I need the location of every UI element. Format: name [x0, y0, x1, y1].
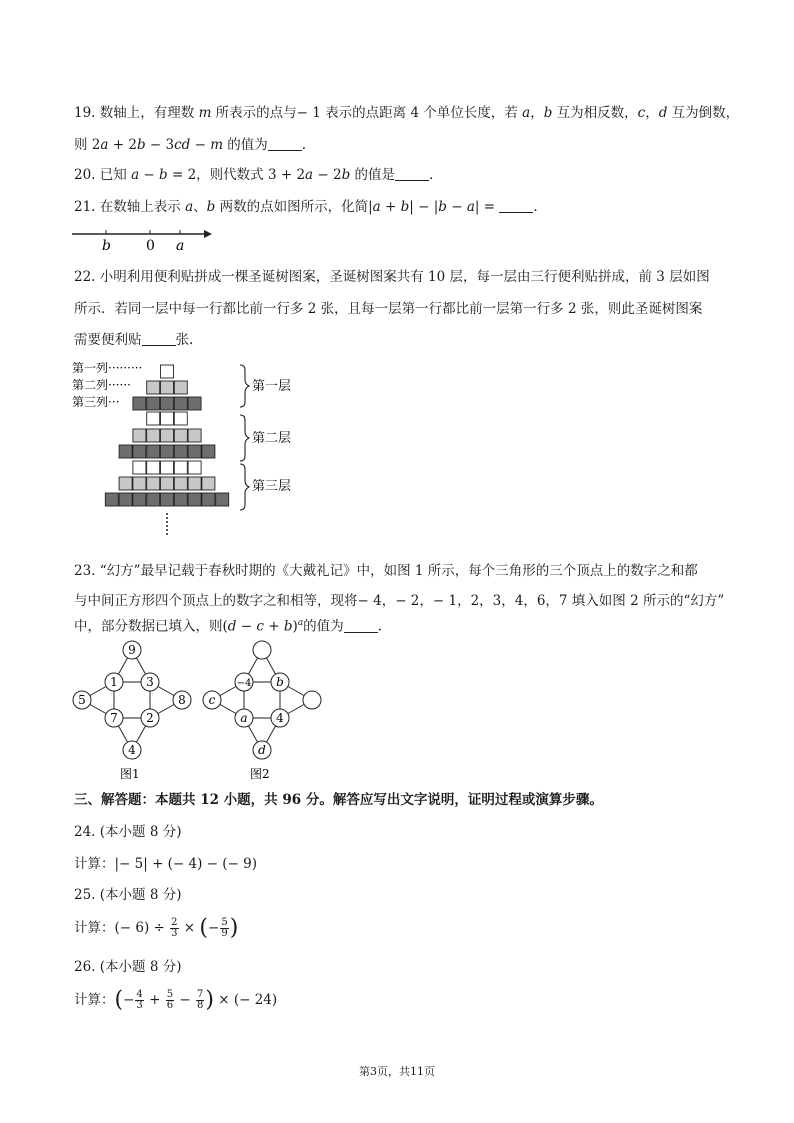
sticky-note-cell — [174, 477, 187, 490]
sticky-note-cell — [105, 493, 118, 506]
sticky-note-cell — [188, 429, 201, 442]
label-a: a — [176, 238, 185, 254]
fig1-node-br: 2 — [146, 711, 154, 725]
row-label-2: 第二列······ — [72, 378, 131, 392]
answer-blank — [142, 333, 176, 346]
q23-line2: 与中间正方形四个顶点上的数字之和相等，现将− 4，− 2，− 1，2，3，4，6，7 填入如图 2 所示的“幻方” — [74, 593, 725, 609]
answer-blank — [395, 168, 429, 181]
arrow-right-icon — [204, 230, 212, 238]
sticky-note-cell — [174, 429, 187, 442]
sticky-note-cell — [119, 493, 132, 506]
answer-blank — [344, 620, 378, 633]
q22-line3: 需要便利贴 张. — [74, 332, 194, 348]
fig2-caption: 图2 — [250, 767, 270, 781]
label-b: b — [102, 238, 111, 254]
sticky-note-cell — [133, 461, 146, 474]
sticky-note-cell — [174, 461, 187, 474]
sticky-note-cell — [161, 397, 174, 410]
sticky-note-cell — [133, 493, 146, 506]
page-footer: 第3页，共11页 — [359, 1065, 435, 1078]
sticky-note-cell — [133, 429, 146, 442]
q23-line1: 23. “幻方”最早记载于春秋时期的《大戴礼记》中，如图 1 所示，每个三角形的三个顶点上的数字之和都 — [74, 563, 698, 579]
sticky-note-cell — [174, 381, 187, 394]
sticky-note-cell — [119, 477, 132, 490]
fig2-node-bottom: d — [258, 743, 266, 757]
q19-line2: 则 2a + 2b − 3cd − m 的值为 . — [74, 137, 307, 153]
fig2-node-bl: a — [240, 711, 248, 725]
magic-square-figures — [66, 638, 336, 784]
q20-line: 20. 已知 a − b = 2，则代数式 3 + 2a − 2b 的值是 . — [74, 167, 434, 183]
sticky-note-cell — [161, 477, 174, 490]
sticky-note-cell — [161, 381, 174, 394]
label-0: 0 — [146, 238, 155, 254]
sticky-note-cell — [133, 445, 146, 458]
layer-brace-1 — [240, 365, 249, 407]
section-title: 三、解答题：本题共 12 小题，共 96 分。解答应写出文字说明，证明过程或演算步骤。 — [74, 792, 603, 808]
q21-line: 21. 在数轴上表示 a、b 两数的点如图所示，化简|a + b| − |b − a| = . — [74, 199, 538, 215]
answer-blank — [268, 138, 302, 151]
sticky-note-cell — [161, 493, 174, 506]
fig2-node-left: c — [208, 693, 216, 707]
layer-brace-3 — [240, 464, 249, 510]
sticky-note-cell — [119, 445, 132, 458]
sticky-note-cell — [202, 493, 215, 506]
sticky-note-cell — [188, 461, 201, 474]
sticky-note-cell — [147, 445, 160, 458]
layer-brace-2 — [240, 415, 249, 461]
q23-line3: 中，部分数据已填入，则$(d - c + b)^a$的值为 . — [74, 618, 382, 635]
sticky-note-cell — [147, 477, 160, 490]
sticky-note-cell — [161, 445, 174, 458]
fig1-node-right: 8 — [178, 693, 186, 707]
sticky-note-cell — [188, 397, 201, 410]
layer-label-1: 第一层 — [252, 379, 292, 394]
q22-line2: 所示．若同一层中每一行都比前一行多 2 张，且每一层第一行都比前一层第一行多 2 张，则此圣诞树图案 — [74, 301, 703, 317]
q24-calc: 计算：|− 5| + (− 4) − (− 9) — [74, 856, 258, 872]
fig1-node-left: 5 — [78, 693, 86, 707]
q25-head: 25. (本小题 8 分) — [74, 887, 182, 903]
sticky-note-cell — [188, 445, 201, 458]
fraction-5-6: $\frac{5}{6}$ — [166, 989, 174, 1011]
sticky-note-cell — [161, 461, 174, 474]
fraction-7-8: $\frac{7}{8}$ — [196, 989, 204, 1011]
sticky-note-cell — [174, 445, 187, 458]
fig1-caption: 图1 — [120, 767, 140, 781]
fig1-node-tl: 1 — [110, 675, 118, 689]
sticky-note-cell — [147, 397, 160, 410]
sticky-note-cell — [161, 429, 174, 442]
sticky-note-cell — [174, 412, 187, 425]
fig2-node-tl: −4 — [236, 678, 252, 689]
sticky-note-cell — [147, 412, 160, 425]
sticky-note-cell — [147, 461, 160, 474]
sticky-note-cell — [174, 493, 187, 506]
sticky-note-cell — [174, 397, 187, 410]
q26-head: 26. (本小题 8 分) — [74, 959, 182, 975]
fig1-node-bl: 7 — [110, 711, 118, 725]
number-line-figure — [70, 226, 220, 254]
q24-head: 24. (本小题 8 分) — [74, 824, 182, 840]
magic-square-fig1 — [73, 641, 191, 781]
christmas-tree-figure — [70, 360, 310, 538]
row-label-3: 第三列··· — [72, 395, 120, 409]
q19-line1: 19. 数轴上，有理数 m 所表示的点与− 1 表示的点距离 4 个单位长度，若 a，b 互为相反数，c，d 互为倒数， — [74, 105, 740, 121]
fraction-4-3: $\frac{4}{3}$ — [136, 989, 143, 1011]
continuation-dots — [166, 513, 168, 535]
sticky-note-cell — [216, 493, 229, 506]
q26-calc: 计算：(− $\frac{4}{3}$ + $\frac{5}{6}$ − $\frac{7}{8}$ ) × (− 24) — [74, 987, 278, 1013]
sticky-note-cell — [161, 412, 174, 425]
sticky-note-cell — [161, 365, 174, 378]
layer-label-3: 第三层 — [252, 479, 292, 494]
fig1-node-tr: 3 — [146, 675, 154, 689]
sticky-note-cell — [147, 429, 160, 442]
fraction-2-3: $\frac{2}{3}$ — [171, 917, 178, 939]
layer-label-2: 第二层 — [252, 431, 292, 446]
fig2-node-tr: b — [276, 675, 284, 689]
sticky-note-cell — [147, 381, 160, 394]
magic-square-fig2 — [203, 641, 321, 781]
row-label-1: 第一列········· — [72, 361, 143, 375]
sticky-note-cell — [133, 477, 146, 490]
sticky-note-cell — [202, 445, 215, 458]
sticky-note-cell — [188, 477, 201, 490]
sticky-note-cell — [147, 493, 160, 506]
answer-blank — [499, 200, 533, 213]
fraction-5-9: $\frac{5}{9}$ — [221, 917, 228, 939]
sticky-note-cell — [188, 493, 201, 506]
sticky-note-cell — [202, 477, 215, 490]
q25-calc: 计算：(− 6) ÷ $\frac{2}{3}$ × (− $\frac{5}{9}$ ) — [74, 915, 239, 941]
fig1-node-top: 9 — [128, 643, 136, 657]
q22-line1: 22. 小明利用便利贴拼成一棵圣诞树图案，圣诞树图案共有 10 层，每一层由三行便利贴拼成，前 3 层如图 — [74, 269, 710, 285]
sticky-note-cell — [133, 397, 146, 410]
fig2-node-br: 4 — [276, 711, 284, 725]
fig1-node-bottom: 4 — [128, 743, 136, 757]
